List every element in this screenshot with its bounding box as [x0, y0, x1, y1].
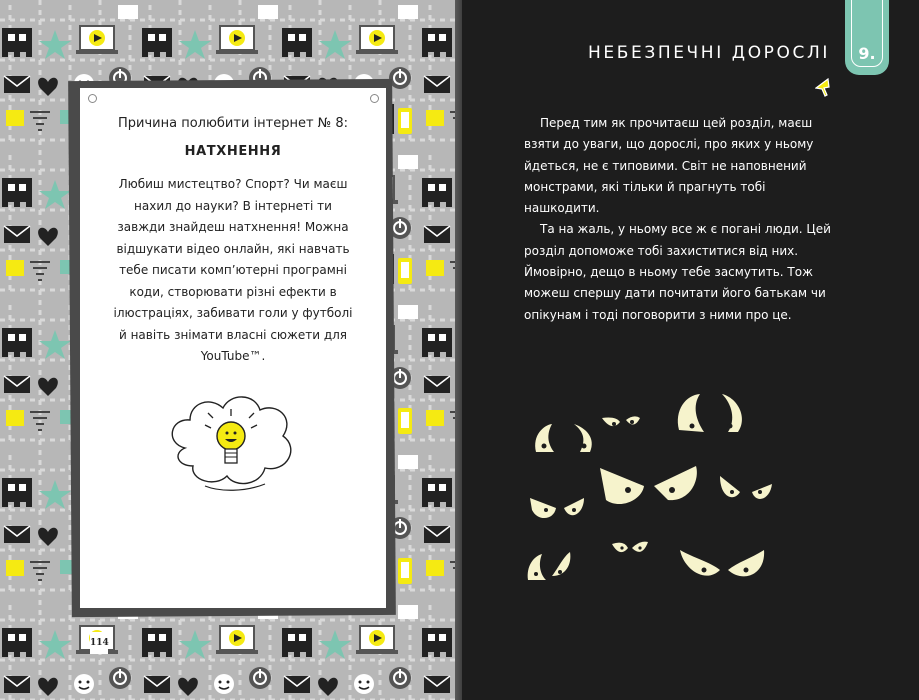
- intro-paragraph: Перед тим як прочитаєш цей розділ, маєш взяти до уваги, що дорослі, про яких у ньому йдеться, не є типовими. Світ не наповнений монстрами, які тільки й прагнуть тобі нашкодити.: [524, 116, 814, 216]
- chapter-number: 9.: [858, 44, 876, 63]
- card-reason-line: Причина полюбити інтернет № 8:: [118, 116, 348, 131]
- card-body-text: Любиш мистецтво? Спорт? Чи маєш нахил до науки? В інтернеті ти завжди знайдеш натхнення! Можна відшукати відео онлайн, які навчать тебе писати комп’ютерні програмні коди, створювати різні ефекти в ілюстраціях, забивати голи у футболі й навіть знімати власні сюжети для YouTube™.: [113, 177, 353, 363]
- chapter-title: НЕБЕЗПЕЧНІ ДОРОСЛІ: [588, 43, 830, 63]
- page-number: 114: [90, 632, 108, 654]
- lightbulb-icon: [165, 388, 305, 498]
- pin-icon: [88, 94, 97, 103]
- card-heading: НАТХНЕННЯ: [184, 144, 282, 159]
- glowing-eyes-illustration: [524, 380, 814, 600]
- pin-icon: [370, 94, 379, 103]
- reason-card: [80, 88, 386, 608]
- intro-paragraph: Та на жаль, у ньому все ж є погані люди. Цей розділ допоможе тобі захиститися від них. Ймовірно, дещо в ньому тебе засмутить. Тож можеш спершу дати почитати його батькам чи опікунам і тоді поговорити з ними про це.: [524, 222, 831, 322]
- cursor-arrow-icon: [815, 78, 831, 98]
- chapter-intro: [524, 113, 836, 326]
- right-page: [462, 0, 919, 700]
- chapter-tab: [845, 0, 889, 75]
